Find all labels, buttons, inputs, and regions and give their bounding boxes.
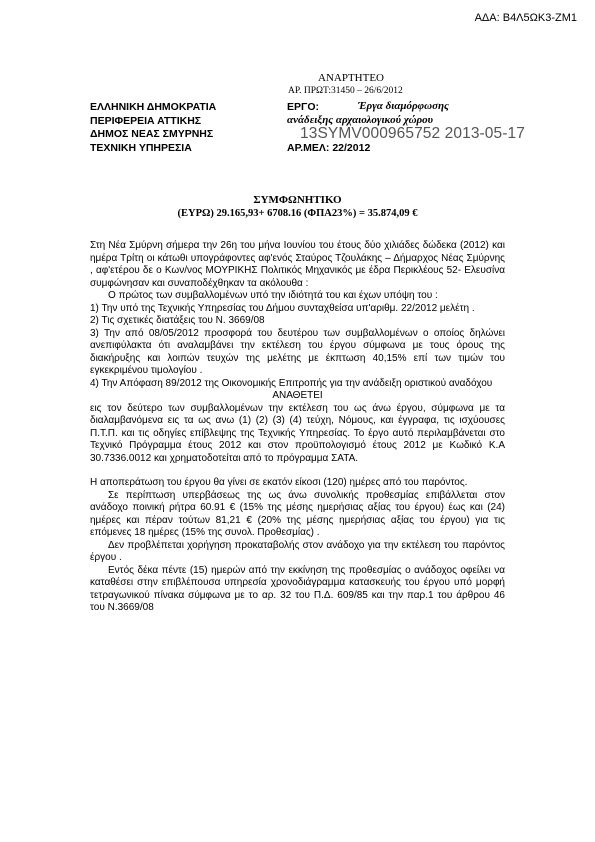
header-line-republic: ΕΛΛΗΝΙΚΗ ΔΗΜΟΚΡΑΤΙΑ [90,101,217,113]
registration-stamp: 13SYMV000965752 2013-05-17 [300,125,525,142]
project-line-1: Έργα διαμόρφωσης [358,100,449,112]
consideration-item-2: 2) Τις σχετικές διατάξεις του Ν. 3669/08 [90,315,265,326]
document-title: ΣΥΜΦΩΝΗΤΙΚΟ [253,194,342,206]
completion-paragraph: Η αποπεράτωση του έργου θα γίνει σε εκατόν είκοσι (120) ημέρες από του παρόντος. [90,477,468,488]
penalty-paragraph: Σε περίπτωση υπερβάσεως της ως άνω συνολικής προθεσμίας επιβάλλεται στον ανάδοχο ποινική ρήτρα 60.91 € (15% της μέσης ημερήσιας αξίας του έργου) έως και (24) ημέρες και πέραν τούτων 81,21 € (20% της μέσης ημερήσιας αξίας του έργου) για τις επόμενες 18 ημέρες (15% της συνολ. Προθεσμίας) . [90,489,505,538]
schedule-paragraph: Εντός δέκα πέντε (15) ημερών από την εκκίνηση της προθεσμίας ο ανάδοχος οφείλει να καταθέσει στην επιβλέπουσα υπηρεσία χρονοδιάγραμμα κατασκευής του έργου υπό μορφή τετραγωνικού πίνακα σύμφωνα με το αρ. 32 του Π.Δ. 609/85 και την παρ.1 του άρθρου 46 του Ν.3669/08 [90,564,505,613]
posted-label: ΑΝΑΡΤΗΤΕΟ [318,72,384,84]
consideration-item-3: 3) Την από 08/05/2012 προσφορά του δευτέρου των συμβαλλομένων ο οποίος δηλώνει ανεπιφύλακτα ότι αναλαμβάνει την εκτέλεση του έργου σύμφωνα με τους όρους της διακήρυξης και λοιπών τευχών της μελέτης με έκπτωση 40,15% επί των τιμών του εγκεκριμένου τιμολογίου . [90,327,505,376]
header-line-region: ΠΕΡΙΦΕΡΕΙΑ ΑΤΤΙΚΗΣ [90,115,202,127]
advance-paragraph: Δεν προβλέπεται χορήγηση προκαταβολής στον ανάδοχο για την εκτέλεση του παρόντος έργου . [90,539,505,563]
assigns-heading: ΑΝΑΘΕΤΕΙ [272,390,323,401]
header-line-service: ΤΕΧΝΙΚΗ ΥΠΗΡΕΣΙΑ [90,142,192,154]
project-label: ΕΡΓΟ: [287,101,319,113]
first-party-paragraph: Ο πρώτος των συμβαλλομένων υπό την ιδιότητά του και έχων υπόψη του : [108,290,438,301]
contract-amount: (ΕΥΡΩ) 29.165,93+ 6708.16 (ΦΠΑ23%) = 35.874,09 € [177,208,418,219]
protocol-number: ΑΡ. ΠΡΩΤ:31450 – 26/6/2012 [288,86,403,96]
intro-paragraph: Στη Νέα Σμύρνη σήμερα την 26η του μήνα Ιουνίου του έτους δύο χιλιάδες δώδεκα (2012) και ημέρα Τρίτη οι κάτωθι υπογράφοντες αφ'ενός Σταύρος Τζουλάκης – Δήμαρχος Νέας Σμύρνης , αφ'ετέρου δε ο Κων/νος ΜΟΥΡΙΚΗΣ Πολιτικός Μηχανικός με έδρα Περικλέους 52- Ελευσίνα συμφώνησαν και συναποδέχθηκαν τα ακόλουθα : [90,240,505,289]
ada-code: ΑΔΑ: Β4Λ5ΩΚ3-ΖΜ1 [474,12,577,24]
project-line-2: ανάδειξης αρχαιολογικού χώρου [287,114,434,126]
header-line-municipality: ΔΗΜΟΣ ΝΕΑΣ ΣΜΥΡΝΗΣ [90,128,214,140]
contract-body [90,240,505,615]
consideration-item-4: 4) Την Απόφαση 89/2012 της Οικονομικής Επιτροπής για την ανάδειξη οριστικού αναδόχου [90,377,493,389]
consideration-item-1: 1) Την υπό της Τεχνικής Υπηρεσίας του Δήμου συνταχθείσα υπ'αριθμ. 22/2012 μελέτη . [90,302,475,314]
assignment-paragraph: εις τον δεύτερο των συμβαλλομένων την εκτέλεση του ως άνω έργου, σύμφωνα με τα διαλαμβανόμενα εις τα ως ανω (1) (2) (3) (4) τεύχη, Νόμους, και έγγραφα, τις ισχύουσες Π.Τ.Π. και τις οδηγίες επίβλεψης της Τεχνικής Υπηρεσίας. Το έργο αυτό περιλαμβάνεται στο Τεχνικό Πρόγραμμα έτους 2012 και στον προϋπολογισμό έτους 2012 με Κωδικό Κ.Α 30.7336.0012 και χρηματοδοτείται από το πρόγραμμα ΣΑΤΑ. [90,402,505,464]
study-number: ΑΡ.ΜΕΛ: 22/2012 [287,142,371,154]
